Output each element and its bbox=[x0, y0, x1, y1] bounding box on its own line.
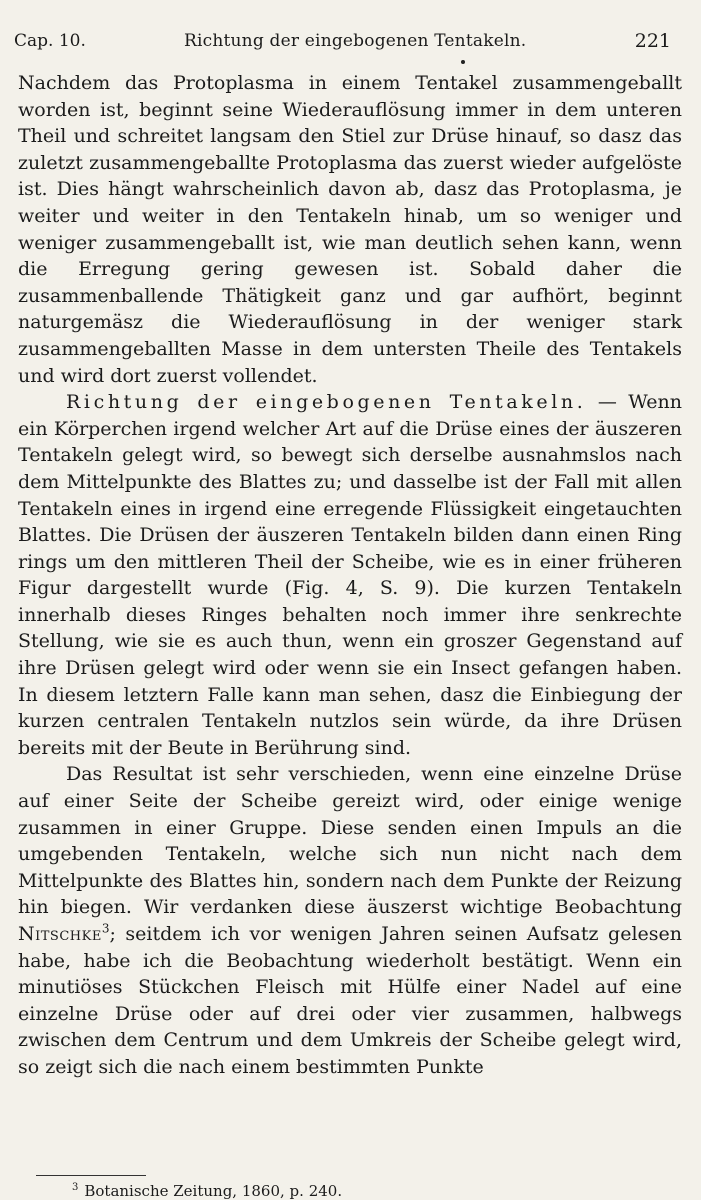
print-speck bbox=[461, 60, 465, 64]
paragraph-2 bbox=[18, 389, 682, 761]
footnote-reference: 3 bbox=[101, 921, 110, 936]
paragraph-1: Nachdem das Protoplasma in einem Tentakel zusammengeballt worden ist, beginnt seine Wiederauflösung immer in dem unteren Theil und schreitet langsam den Stiel zur Drüse hinauf, so dasz das zuletzt zusammengeballte Protoplasma das zuerst wieder aufgelöste ist. Dies hängt wahrscheinlich davon ab, dasz das Protoplasma, je weiter und weiter in den Tentakeln hinab, um so weniger und weniger zusammengeballt ist, wie man deutlich sehen kann, wenn die Erregung gering gewesen ist. Sobald daher die zusammenballende Thätigkeit ganz und gar aufhört, beginnt naturgemäsz die Wiederauflösung in der weniger stark zusammengeballten Masse in dem untersten Theile des Tentakels und wird dort zuerst vollendet. bbox=[18, 72, 682, 387]
author-name: Nitschke bbox=[18, 923, 102, 945]
running-header bbox=[14, 26, 671, 56]
section-heading: Richtung der eingebogenen Tentakeln. bbox=[66, 391, 587, 414]
running-title: Richtung der eingebogenen Tentakeln. bbox=[184, 31, 527, 51]
footnote-divider bbox=[36, 1175, 146, 1176]
footnote-mark: 3 bbox=[72, 1182, 79, 1193]
footnote bbox=[72, 1182, 342, 1200]
paragraph-3 bbox=[18, 761, 682, 1080]
body-text bbox=[18, 70, 682, 1081]
chapter-label: Cap. 10. bbox=[14, 31, 86, 51]
paragraph-3-text-after: ; seitdem ich vor wenigen Jahren seinen Aufsatz gelesen habe, habe ich die Beobachtung wiederholt bestätigt. Wenn ein minutiöses Stückchen Fleisch mit Hülfe einer Nadel auf eine einzelne Drüse oder auf drei oder vier zusammen, halbwegs zwischen dem Centrum und dem Umkreis der Scheibe gelegt wird, so zeigt sich die nach einem bestimmten Punkte bbox=[18, 923, 682, 1078]
page-number: 221 bbox=[634, 30, 671, 52]
footnote-text: Botanische Zeitung, 1860, p. 240. bbox=[84, 1182, 343, 1200]
paragraph-2-text: — Wenn ein Körperchen irgend welcher Art auf die Drüse eines der äuszeren Tentakeln gelegt wird, so bewegt sich derselbe ausnahmslos nach dem Mittelpunkte des Blattes zu; und dasselbe ist der Fall mit allen Tentakeln eines in irgend eine erregende Flüssigkeit eingetauchten Blattes. Die Drüsen der äuszeren Tentakeln bilden dann einen Ring rings um den mittleren Theil der Scheibe, wie es in einer früheren Figur dargestellt wurde (Fig. 4, S. 9). Die kurzen Tentakeln innerhalb dieses Ringes behalten noch immer ihre senkrechte Stellung, wie sie es auch thun, wenn ein groszer Gegenstand auf ihre Drüsen gelegt wird oder wenn sie ein Insect gefangen haben. In diesem letztern Falle kann man sehen, dasz die Einbiegung der kurzen centralen Tentakeln nutzlos sein würde, da ihre Drüsen bereits mit der Beute in Berührung sind. bbox=[18, 391, 682, 759]
paragraph-3-text-before: Das Resultat ist sehr verschieden, wenn eine einzelne Drüse auf einer Seite der Scheibe gereizt wird, oder einige wenige zusammen in einer Gruppe. Diese senden einen Impuls an die umgebenden Tentakeln, welche sich nun nicht nach dem Mittelpunkte des Blattes hin, sondern nach dem Punkte der Reizung hin biegen. Wir verdanken diese äuszerst wichtige Beobachtung bbox=[18, 763, 682, 919]
